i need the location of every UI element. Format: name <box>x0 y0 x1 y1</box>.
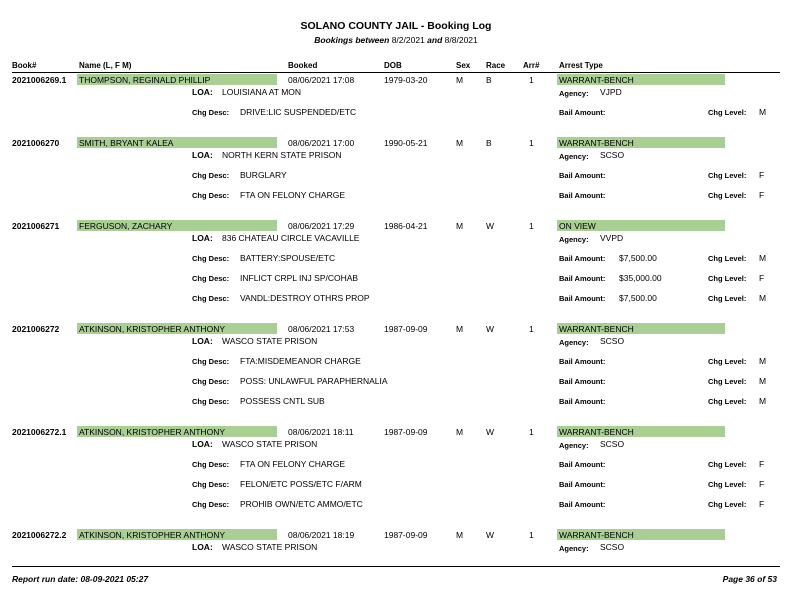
charge-level: F <box>759 479 765 489</box>
bail-amount-label: Bail Amount: <box>559 171 606 180</box>
booked-datetime: 08/06/2021 17:53 <box>288 324 355 334</box>
arr-value: 1 <box>529 530 534 540</box>
agency-label: Agency: <box>559 152 589 161</box>
booked-datetime: 08/06/2021 18:19 <box>288 530 355 540</box>
charge-description: POSS: UNLAWFUL PARAPHERNALIA <box>240 376 388 386</box>
dob-value: 1979-03-20 <box>384 75 428 85</box>
sex-value: M <box>456 138 464 148</box>
bail-amount-label: Bail Amount: <box>559 191 606 200</box>
loa-value: WASCO STATE PRISON <box>222 542 318 552</box>
loa-value: WASCO STATE PRISON <box>222 439 318 449</box>
sex-value: M <box>456 324 464 334</box>
charge-description: FTA:MISDEMEANOR CHARGE <box>240 356 361 366</box>
agency-value: SCSO <box>600 336 625 346</box>
arrest-type: ON VIEW <box>559 221 596 231</box>
booked-datetime: 08/06/2021 18:11 <box>288 427 354 437</box>
loa-label: LOA: <box>192 87 213 97</box>
race-value: W <box>486 530 495 540</box>
loa-value: 836 CHATEAU CIRCLE VACAVILLE <box>222 233 360 243</box>
race-value: B <box>486 75 492 85</box>
charge-description: BURGLARY <box>240 170 287 180</box>
header-arr: Arr# <box>523 61 540 70</box>
chg-level-label: Chg Level: <box>708 254 747 263</box>
charge-description: FTA ON FELONY CHARGE <box>240 459 346 469</box>
charge-description: INFLICT CRPL INJ SP/COHAB <box>240 273 359 283</box>
agency-value: SCSO <box>600 542 625 552</box>
arrest-type: WARRANT-BENCH <box>559 75 634 85</box>
chg-desc-label: Chg Desc: <box>192 460 230 469</box>
loa-label: LOA: <box>192 150 213 160</box>
chg-desc-label: Chg Desc: <box>192 191 230 200</box>
bail-amount-label: Bail Amount: <box>559 500 606 509</box>
loa-label: LOA: <box>192 336 213 346</box>
booked-datetime: 08/06/2021 17:29 <box>288 221 355 231</box>
arrest-type: WARRANT-BENCH <box>559 427 634 437</box>
charge-level: F <box>759 190 765 200</box>
header-race: Race <box>486 61 506 70</box>
report-subtitle <box>0 35 792 45</box>
header-book: Book# <box>12 61 37 70</box>
bail-amount-label: Bail Amount: <box>559 397 606 406</box>
charge-description: VANDL:DESTROY OTHRS PROP <box>240 293 370 303</box>
inmate-name: ATKINSON, KRISTOPHER ANTHONY <box>79 530 226 540</box>
bail-amount-label: Bail Amount: <box>559 480 606 489</box>
charge-level: M <box>759 293 767 303</box>
dob-value: 1987-09-09 <box>384 324 428 334</box>
bail-amount-label: Bail Amount: <box>559 377 606 386</box>
header-divider <box>12 72 780 73</box>
race-value: W <box>486 221 495 231</box>
bail-amount-label: Bail Amount: <box>559 460 606 469</box>
chg-level-label: Chg Level: <box>708 171 747 180</box>
sex-value: M <box>456 427 464 437</box>
charge-level: F <box>759 459 765 469</box>
chg-desc-label: Chg Desc: <box>192 357 230 366</box>
header-booked: Booked <box>288 61 318 70</box>
charge-description: POSSESS CNTL SUB <box>240 396 325 406</box>
chg-level-label: Chg Level: <box>708 480 747 489</box>
inmate-name: ATKINSON, KRISTOPHER ANTHONY <box>79 324 226 334</box>
book-number: 2021006271 <box>12 221 60 231</box>
arr-value: 1 <box>529 427 534 437</box>
charge-description: DRIVE:LIC SUSPENDED/ETC <box>240 107 357 117</box>
and-word: and <box>427 35 443 45</box>
header-sex: Sex <box>456 61 471 70</box>
chg-level-label: Chg Level: <box>708 377 747 386</box>
bail-amount-label: Bail Amount: <box>559 357 606 366</box>
agency-label: Agency: <box>559 338 589 347</box>
book-number: 2021006272.2 <box>12 530 67 540</box>
dob-value: 1987-09-09 <box>384 530 428 540</box>
sex-value: M <box>456 530 464 540</box>
subtitle-prefix: Bookings between <box>314 35 390 45</box>
agency-value: VVPD <box>600 233 624 243</box>
charge-level: M <box>759 107 767 117</box>
loa-value: WASCO STATE PRISON <box>222 336 318 346</box>
charge-level: F <box>759 499 765 509</box>
chg-level-label: Chg Level: <box>708 460 747 469</box>
loa-label: LOA: <box>192 439 213 449</box>
charge-description: PROHIB OWN/ETC AMMO/ETC <box>240 499 363 509</box>
sex-value: M <box>456 75 464 85</box>
bail-amount-value: $7,500.00 <box>619 253 657 263</box>
dob-value: 1986-04-21 <box>384 221 428 231</box>
arr-value: 1 <box>529 138 534 148</box>
chg-desc-label: Chg Desc: <box>192 108 230 117</box>
book-number: 2021006272.1 <box>12 427 67 437</box>
agency-value: SCSO <box>600 439 625 449</box>
bail-amount-label: Bail Amount: <box>559 108 606 117</box>
dob-value: 1990-05-21 <box>384 138 428 148</box>
arr-value: 1 <box>529 324 534 334</box>
charge-level: F <box>759 170 765 180</box>
booked-datetime: 08/06/2021 17:00 <box>288 138 355 148</box>
chg-level-label: Chg Level: <box>708 397 747 406</box>
chg-level-label: Chg Level: <box>708 500 747 509</box>
header-name: Name (L, F M) <box>79 61 132 70</box>
bail-amount-value: $35,000.00 <box>619 273 662 283</box>
loa-label: LOA: <box>192 233 213 243</box>
chg-desc-label: Chg Desc: <box>192 171 230 180</box>
page-number: Page 36 of 53 <box>722 574 777 584</box>
charge-level: M <box>759 356 767 366</box>
charge-description: BATTERY:SPOUSE/ETC <box>240 253 336 263</box>
race-value: B <box>486 138 492 148</box>
chg-desc-label: Chg Desc: <box>192 377 230 386</box>
bail-amount-label: Bail Amount: <box>559 254 606 263</box>
book-number: 2021006272 <box>12 324 60 334</box>
arr-value: 1 <box>529 75 534 85</box>
dob-value: 1987-09-09 <box>384 427 428 437</box>
chg-level-label: Chg Level: <box>708 294 747 303</box>
arrest-type: WARRANT-BENCH <box>559 324 634 334</box>
chg-level-label: Chg Level: <box>708 191 747 200</box>
agency-label: Agency: <box>559 89 589 98</box>
header-dob: DOB <box>384 61 402 70</box>
inmate-name: ATKINSON, KRISTOPHER ANTHONY <box>79 427 226 437</box>
race-value: W <box>486 324 495 334</box>
book-number: 2021006269.1 <box>12 75 67 85</box>
charge-description: FELON/ETC POSS/ETC F/ARM <box>240 479 362 489</box>
chg-level-label: Chg Level: <box>708 108 747 117</box>
chg-desc-label: Chg Desc: <box>192 480 230 489</box>
run-date: Report run date: 08-09-2021 05:27 <box>12 574 149 584</box>
loa-label: LOA: <box>192 542 213 552</box>
chg-desc-label: Chg Desc: <box>192 294 230 303</box>
book-number: 2021006270 <box>12 138 60 148</box>
agency-label: Agency: <box>559 544 589 553</box>
chg-desc-label: Chg Desc: <box>192 274 230 283</box>
chg-level-label: Chg Level: <box>708 274 747 283</box>
chg-desc-label: Chg Desc: <box>192 500 230 509</box>
bail-amount-label: Bail Amount: <box>559 294 606 303</box>
charge-level: F <box>759 273 765 283</box>
inmate-name: THOMPSON, REGINALD PHILLIP <box>79 75 211 85</box>
charge-level: M <box>759 376 767 386</box>
report-title: SOLANO COUNTY JAIL - Booking Log <box>300 20 492 32</box>
chg-desc-label: Chg Desc: <box>192 254 230 263</box>
header-arrest-type: Arrest Type <box>559 61 603 70</box>
arrest-type: WARRANT-BENCH <box>559 530 634 540</box>
agency-label: Agency: <box>559 441 589 450</box>
loa-value: NORTH KERN STATE PRISON <box>222 150 342 160</box>
arr-value: 1 <box>529 221 534 231</box>
booked-datetime: 08/06/2021 17:08 <box>288 75 355 85</box>
loa-value: LOUISIANA AT MON <box>222 87 302 97</box>
charge-level: M <box>759 253 767 263</box>
bail-amount-label: Bail Amount: <box>559 274 606 283</box>
arrest-type: WARRANT-BENCH <box>559 138 634 148</box>
end-date: 8/8/2021 <box>444 35 478 45</box>
agency-value: SCSO <box>600 150 625 160</box>
charge-description: FTA ON FELONY CHARGE <box>240 190 346 200</box>
bail-amount-value: $7,500.00 <box>619 293 657 303</box>
agency-label: Agency: <box>559 235 589 244</box>
start-date: 8/2/2021 <box>391 35 425 45</box>
inmate-name: FERGUSON, ZACHARY <box>79 221 173 231</box>
chg-level-label: Chg Level: <box>708 357 747 366</box>
race-value: W <box>486 427 495 437</box>
sex-value: M <box>456 221 464 231</box>
agency-value: VJPD <box>600 87 622 97</box>
charge-level: M <box>759 396 767 406</box>
chg-desc-label: Chg Desc: <box>192 397 230 406</box>
inmate-name: SMITH, BRYANT KALEA <box>79 138 174 148</box>
footer-divider <box>12 566 780 567</box>
